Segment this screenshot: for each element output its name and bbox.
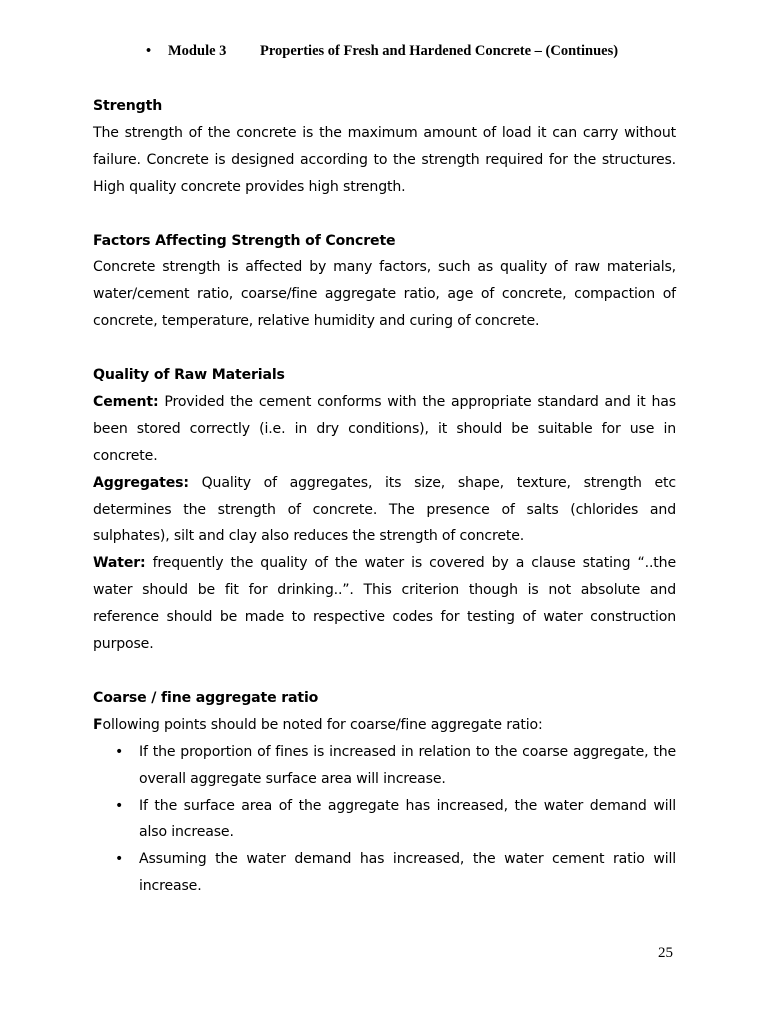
- paragraph-aggregates: [93, 470, 676, 551]
- document-body: [93, 93, 676, 900]
- ratio-bullet-list: [93, 739, 676, 900]
- spacer: [93, 201, 676, 228]
- header-bullet: •: [146, 43, 152, 59]
- list-item-text: If the proportion of fines is increased in relation to the coarse aggregate, the overall aggregate surface area will increase.: [139, 743, 676, 787]
- bullet-icon: •: [115, 743, 124, 760]
- heading-factors: Factors Affecting Strength of Concrete: [93, 232, 396, 249]
- bullet-icon: •: [115, 851, 124, 868]
- list-item-text: If the surface area of the aggregate has increased, the water demand will also increase.: [139, 797, 676, 841]
- aggregates-label: Aggregates:: [93, 474, 189, 491]
- water-label: Water:: [93, 555, 146, 572]
- paragraph-ratio-intro: [93, 712, 676, 739]
- spacer: [93, 658, 676, 685]
- spacer: [93, 335, 676, 362]
- ratio-intro-text: ollowing points should be noted for coarse/fine aggregate ratio:: [102, 716, 543, 733]
- paragraph-cement: [93, 389, 676, 470]
- ratio-intro-initial: F: [93, 716, 103, 733]
- cement-label: Cement:: [93, 393, 159, 410]
- page-header: [146, 43, 618, 60]
- module-title: Properties of Fresh and Hardened Concrete – (Continues): [260, 43, 619, 59]
- heading-raw-materials: Quality of Raw Materials: [93, 367, 285, 384]
- list-item: [93, 793, 676, 847]
- paragraph-factors: Concrete strength is affected by many factors, such as quality of raw materials, water/cement ratio, coarse/fine aggregate ratio, age of concrete, compaction of concrete, temperature, relative humidity and curing of concrete.: [93, 259, 676, 330]
- heading-strength: Strength: [93, 98, 163, 114]
- list-item: [93, 846, 676, 900]
- bullet-icon: •: [115, 797, 124, 814]
- aggregates-text: Quality of aggregates, its size, shape, texture, strength etc determines the strength of concrete. The presence of salts (chlorides and sulphates), silt and clay also reduces the strength of concrete.: [93, 474, 676, 545]
- list-item-text: Assuming the water demand has increased, the water cement ratio will increase.: [139, 851, 676, 895]
- paragraph-strength: The strength of the concrete is the maximum amount of load it can carry without failure. Concrete is designed according to the strength required for the structures. High quality concrete provides high strength.: [93, 124, 676, 195]
- module-label: Module 3: [168, 43, 227, 59]
- heading-ratio: Coarse / fine aggregate ratio: [93, 689, 319, 706]
- water-text: frequently the quality of the water is covered by a clause stating “..the water should be fit for drinking..”. This criterion though is not absolute and reference should be made to respective codes for testing of water construction purpose.: [93, 555, 676, 653]
- list-item: [93, 739, 676, 793]
- cement-text: Provided the cement conforms with the appropriate standard and it has been stored correctly (i.e. in dry conditions), it should be suitable for use in concrete.: [93, 393, 676, 464]
- page-number: 25: [658, 945, 673, 961]
- paragraph-water: [93, 550, 676, 658]
